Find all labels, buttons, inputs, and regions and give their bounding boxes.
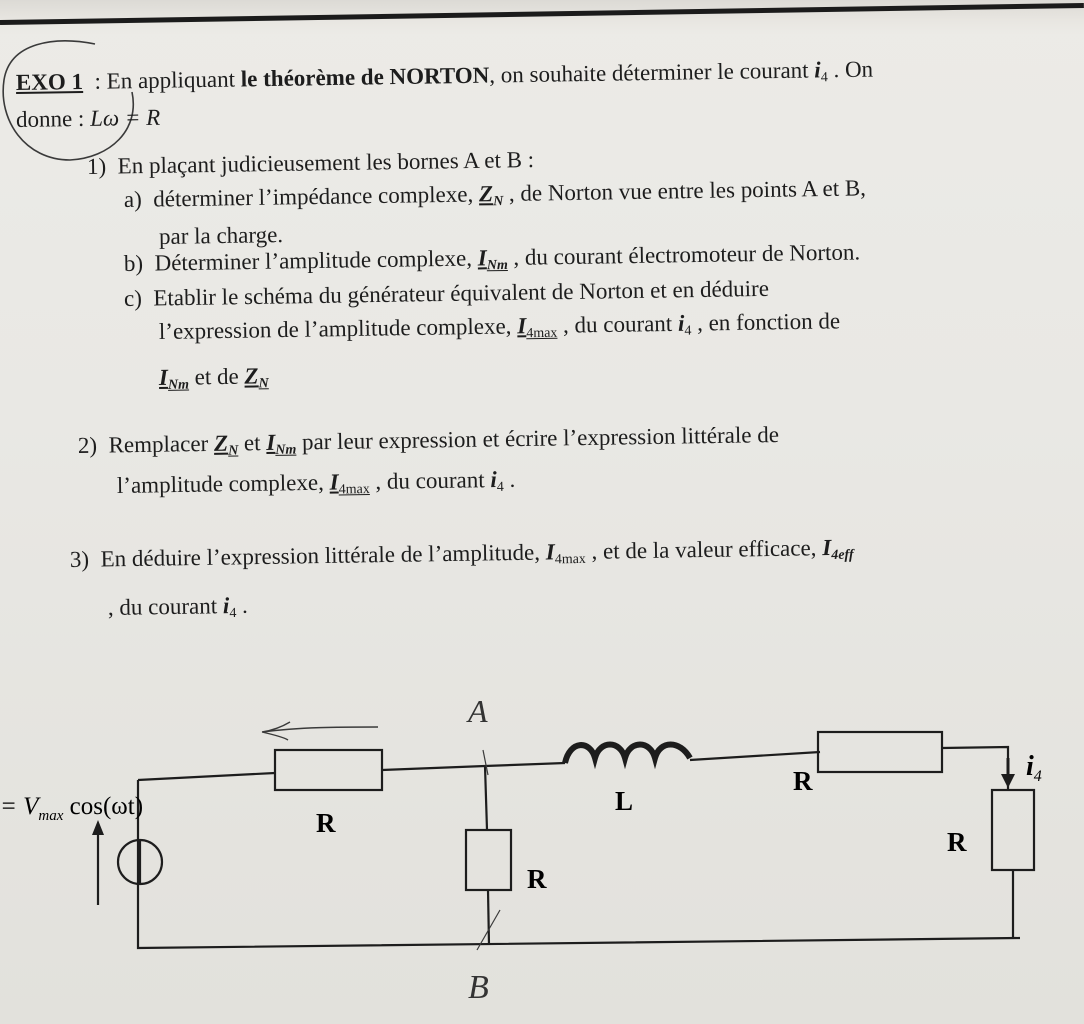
intro-text-a: : En appliquant	[88, 66, 241, 94]
node-a-label: A	[468, 693, 488, 729]
q1a-text-2: , de Norton vue entre les points A et B,	[502, 175, 867, 207]
q2-symbol-1-sub: N	[228, 443, 239, 459]
question-1c-cont2	[159, 362, 269, 400]
q2-symbol-2-sub: Nm	[275, 442, 297, 458]
q1b-text-1: Déterminer l’amplitude complexe,	[154, 245, 478, 276]
q3-text-4: .	[236, 592, 248, 618]
q1c-symbol-3-sub: N	[258, 376, 269, 392]
wire-left-top	[138, 773, 275, 780]
current-label: $i_4$	[1026, 751, 1042, 785]
wire-to-inductor	[485, 763, 565, 766]
given-line	[16, 104, 161, 134]
q3-symbol-2: I	[821, 535, 832, 561]
q2-symbol-2: I	[266, 429, 276, 456]
q3-text-2: , et de la valeur efficace,	[585, 535, 823, 564]
q1a-label: a)	[123, 186, 142, 212]
q2-symbol-3: I	[329, 469, 339, 495]
q3-symbol-1-sub: 4max	[554, 551, 586, 568]
q1c-label: c)	[123, 285, 143, 311]
circuit-diagram	[0, 680, 1084, 1024]
q2-text-3: par leur expression et écrire l’expression littérale de	[296, 421, 780, 455]
intro-bold: le théorème de NORTON	[240, 62, 490, 92]
wire-mid-bottom	[488, 890, 489, 945]
q1c-symbol: I	[517, 313, 527, 339]
exercise-label: EXO 1	[15, 68, 84, 95]
q2-text-6: .	[503, 466, 516, 492]
intro-end: . On	[833, 56, 874, 83]
voltage-arrow-head	[92, 820, 104, 835]
r3-label: R	[793, 766, 813, 796]
wire-to-node-a	[382, 766, 485, 770]
resistor-r3-body	[818, 732, 942, 772]
question-3-cont	[108, 592, 248, 630]
wire-right-top	[942, 747, 1008, 790]
q1a-symbol: Z	[478, 181, 494, 207]
question-1a-cont	[159, 221, 284, 251]
q3-number: 3)	[69, 546, 90, 572]
r1-label: R	[316, 808, 336, 838]
q1c-current-sub: 4	[684, 323, 692, 339]
intro-current-sub: 4	[820, 70, 828, 86]
q2-symbol-3-sub: 4max	[338, 482, 370, 498]
q1c-symbol-3: Z	[244, 363, 259, 389]
q1c-text-4: , en fonction de	[691, 308, 841, 336]
q3-text-1: En déduire l’expression littérale de l’amplitude,	[100, 539, 546, 572]
q1c-text-2: l’expression de l’amplitude complexe,	[158, 313, 518, 344]
q3-text-3: , du courant	[107, 593, 224, 620]
q2-text-4: l’amplitude complexe,	[116, 469, 330, 498]
inductor-coil	[565, 745, 690, 764]
q3-symbol-2-sub: 4eff	[831, 547, 854, 564]
r2-label: R	[527, 864, 547, 894]
pen-arrow-mark	[262, 722, 378, 740]
source-label: = $V_{max}$ cos(ωt)	[0, 793, 144, 824]
q2-number: 2)	[77, 432, 98, 458]
q1b-symbol: I	[477, 245, 487, 271]
q2-text-5: , du courant	[369, 467, 491, 495]
q2-text-1: Remplacer	[108, 430, 215, 458]
q3-current: i	[222, 593, 230, 619]
wire-mid-top	[485, 766, 487, 830]
q1b-label: b)	[123, 250, 144, 276]
q1-text: En plaçant judicieusement les bornes A et B :	[117, 146, 535, 179]
q2-current-sub: 4	[496, 479, 504, 496]
given-label: donne :	[15, 105, 91, 132]
intro-text-b: , on souhaite déterminer le courant	[489, 57, 809, 88]
q1a-text-3: par la charge.	[158, 222, 284, 249]
q1-number: 1)	[86, 153, 107, 179]
q1c-text-3: , du courant	[557, 310, 679, 338]
q1c-symbol-2: I	[158, 364, 169, 390]
q3-current-sub: 4	[229, 605, 237, 622]
q1a-symbol-sub: N	[493, 194, 504, 210]
resistor-r2-body	[466, 830, 511, 890]
q1c-symbol-2-sub: Nm	[167, 377, 190, 393]
resistor-r1-body	[275, 750, 382, 790]
q1c-current: i	[677, 310, 685, 336]
q1c-text-5: et de	[188, 363, 245, 390]
question-2-cont	[117, 466, 516, 508]
intro-current: i	[814, 57, 821, 83]
q2-text-2: et	[237, 430, 267, 456]
q1b-symbol-sub: Nm	[486, 257, 508, 274]
node-b-label: B	[468, 969, 489, 1006]
bottom-wire	[138, 780, 1020, 948]
wire-after-inductor	[690, 752, 820, 760]
q1a-text-1: déterminer l’impédance complexe,	[153, 181, 480, 212]
r4-label: R	[947, 827, 967, 857]
q2-symbol-1: Z	[213, 430, 229, 456]
q2-current: i	[490, 467, 497, 493]
q1c-symbol-sub: 4max	[526, 325, 558, 342]
resistor-r4-body	[992, 790, 1034, 870]
q3-symbol-1: I	[545, 539, 555, 565]
current-arrow-head	[1001, 774, 1015, 788]
inductor-label: L	[615, 786, 634, 816]
given-equation: Lω = R	[89, 104, 161, 131]
q1b-text-2: , du courant électromoteur de Norton.	[507, 239, 861, 270]
q1c-text-1: Etablir le schéma du générateur équivalent de Norton et en déduire	[153, 275, 770, 311]
